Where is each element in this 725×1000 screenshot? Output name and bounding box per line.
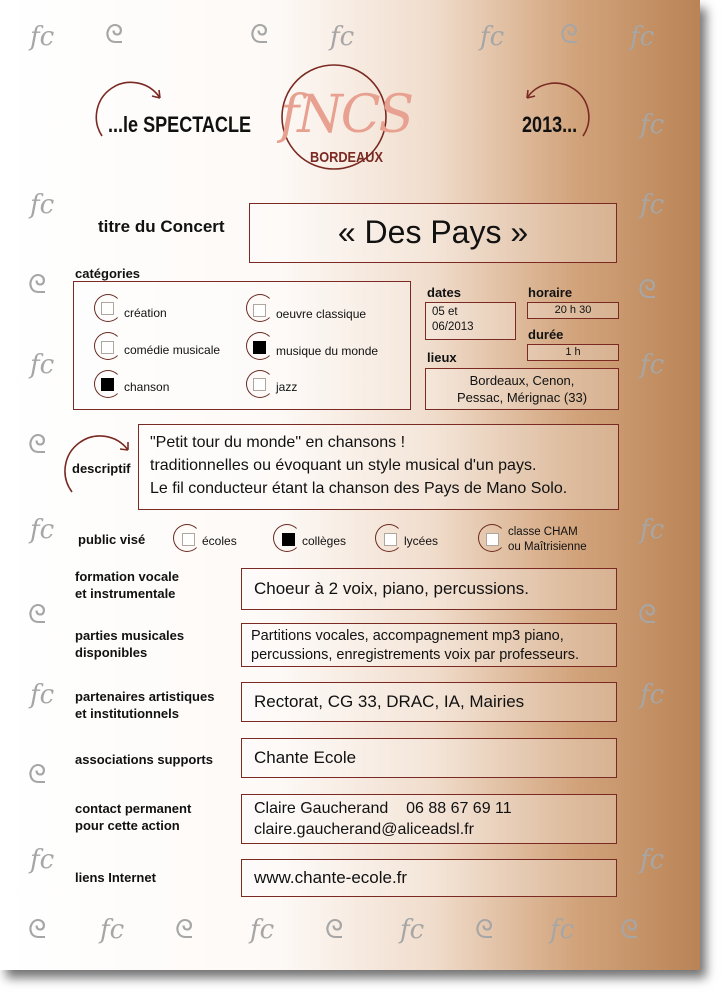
lieux-line2: Pessac, Mérignac (33) <box>456 390 588 405</box>
partenaires-value: Rectorat, CG 33, DRAC, IA, Mairies <box>254 692 525 711</box>
swirl-watermark-icon <box>175 915 193 946</box>
spectacle-heading: ...le SPECTACLE <box>108 112 252 137</box>
public-label: public visé <box>78 532 146 547</box>
fc-watermark-icon <box>640 110 664 140</box>
checkbox-checked[interactable] <box>253 341 266 354</box>
swirl-watermark-icon <box>28 760 46 791</box>
category-label: chanson <box>124 380 170 394</box>
checkbox[interactable] <box>253 378 266 391</box>
parties-box <box>241 623 617 667</box>
contact-box <box>241 794 617 844</box>
fc-watermark-icon <box>480 22 504 52</box>
fc-watermark-icon <box>640 190 664 220</box>
parties-value-1: Partitions vocales, accompagnement mp3 piano, <box>251 628 564 644</box>
fc-watermark-icon <box>640 515 664 545</box>
fc-watermark-icon <box>30 515 54 545</box>
descriptif-line3: Le fil conducteur étant la chanson des Pays de Mano Solo. <box>150 480 568 497</box>
liens-box <box>241 859 617 897</box>
swirl-watermark-icon <box>325 915 343 946</box>
fc-watermark-icon <box>630 22 654 52</box>
public-option-label: lycées <box>404 534 439 548</box>
swirl-watermark-icon <box>28 270 46 301</box>
fc-watermark-icon <box>330 22 354 52</box>
partenaires-label: et institutionnels <box>75 706 179 721</box>
descriptif-line2: traditionnelles ou évoquant un style musical d'un pays. <box>150 457 537 474</box>
categories-label: catégories <box>75 266 141 281</box>
swirl-watermark-icon <box>638 275 656 306</box>
swirl-watermark-icon <box>638 600 656 631</box>
swirl-watermark-icon <box>28 600 46 631</box>
descriptif-line1: "Petit tour du monde" en chansons ! <box>150 434 406 451</box>
duree-value: 1 h <box>565 346 581 358</box>
category-label: comédie musicale <box>124 343 221 357</box>
checkbox[interactable] <box>101 341 114 354</box>
fc-watermark-icon <box>100 915 124 945</box>
dates-box <box>425 302 516 340</box>
contact-label: contact permanent <box>75 801 192 816</box>
title-box <box>249 203 617 263</box>
category-label: création <box>124 306 167 320</box>
checkbox[interactable] <box>101 302 114 315</box>
horaire-value: 20 h 30 <box>554 304 592 316</box>
checkbox[interactable] <box>182 533 195 546</box>
lieux-label: lieux <box>427 350 457 365</box>
associations-box <box>241 738 617 778</box>
public-option-label: écoles <box>202 534 237 548</box>
swirl-watermark-icon <box>250 20 268 51</box>
dates-line1: 05 et <box>432 306 458 318</box>
liens-label: liens Internet <box>75 870 156 885</box>
descriptif-box <box>138 424 619 510</box>
descriptif-label: descriptif <box>72 461 131 476</box>
lieux-line1: Bordeaux, Cenon, <box>469 373 575 388</box>
category-label: jazz <box>276 380 298 394</box>
contact-value-1: Claire Gaucherand 06 88 67 69 11 <box>254 800 512 817</box>
checkbox[interactable] <box>253 304 266 317</box>
partenaires-box <box>241 682 617 722</box>
fc-watermark-icon <box>640 680 664 710</box>
fc-watermark-icon <box>640 350 664 380</box>
logo-city: BORDEAUX <box>310 149 383 166</box>
associations-value: Chante Ecole <box>254 748 357 767</box>
fc-watermark-icon <box>30 190 54 220</box>
public-option-label: classe CHAM <box>508 526 578 538</box>
formation-box <box>241 568 617 610</box>
formation-label: et instrumentale <box>75 586 176 601</box>
swirl-watermark-icon <box>620 915 638 946</box>
parties-label: disponibles <box>75 645 148 660</box>
category-label: oeuvre classique <box>276 307 367 321</box>
category-label: musique du monde <box>276 344 379 358</box>
concert-title: « Des Pays » <box>337 214 529 250</box>
swirl-watermark-icon <box>560 20 578 51</box>
checkbox[interactable] <box>486 533 499 546</box>
fc-watermark-icon <box>30 350 54 380</box>
swirl-watermark-icon <box>105 20 123 51</box>
formation-label: formation vocale <box>75 569 180 584</box>
fc-watermark-icon <box>30 680 54 710</box>
liens-value[interactable]: www.chante-ecole.fr <box>254 868 408 887</box>
partenaires-label: partenaires artistiques <box>75 689 215 704</box>
parties-value-2: percussions, enregistrements voix par professeurs. <box>251 647 580 663</box>
duree-box <box>527 344 619 361</box>
dates-line2: 06/2013 <box>432 321 474 333</box>
dates-label: dates <box>427 285 461 300</box>
public-option-label: ou Maîtrisienne <box>508 541 587 553</box>
parties-label: parties musicales <box>75 628 185 643</box>
contact-email[interactable]: claire.gaucherand@aliceadsl.fr <box>254 821 474 838</box>
title-label: titre du Concert <box>98 217 225 236</box>
categories-box <box>73 281 411 410</box>
contact-label: pour cette action <box>75 818 180 833</box>
swirl-watermark-icon <box>28 430 46 461</box>
swirl-watermark-icon <box>475 915 493 946</box>
public-option-label: collèges <box>302 534 347 548</box>
duree-label: durée <box>528 327 564 342</box>
checkbox[interactable] <box>384 533 397 546</box>
horaire-box <box>527 302 619 319</box>
lieux-box <box>425 368 619 410</box>
fncs-logo <box>262 55 413 180</box>
checkbox-checked[interactable] <box>101 378 114 391</box>
fc-watermark-icon <box>550 915 574 945</box>
logo-letters: fNCS <box>280 85 413 145</box>
checkbox-checked[interactable] <box>282 533 295 546</box>
horaire-label: horaire <box>528 285 573 300</box>
associations-label: associations supports <box>75 752 213 767</box>
formation-value: Choeur à 2 voix, piano, percussions. <box>254 579 529 598</box>
fc-watermark-icon <box>640 845 664 875</box>
fc-watermark-icon <box>400 915 424 945</box>
swirl-watermark-icon <box>28 915 46 946</box>
fc-watermark-icon <box>250 915 274 945</box>
year-heading: 2013... <box>522 112 578 137</box>
fc-watermark-icon <box>30 845 54 875</box>
fc-watermark-icon <box>30 22 54 52</box>
